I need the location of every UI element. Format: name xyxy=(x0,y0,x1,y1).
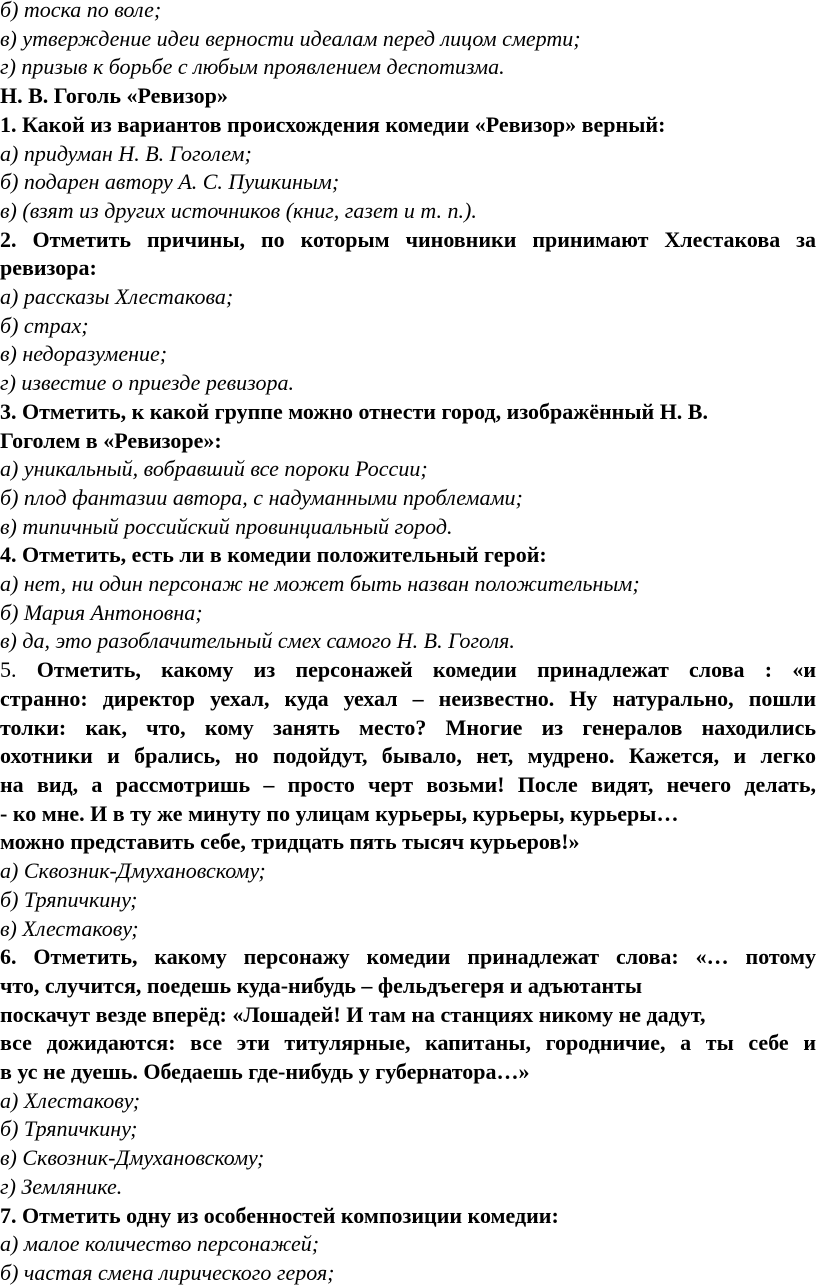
answer-option: б) страх; xyxy=(0,312,89,338)
question-text: - ко мне. И в ту же минуту по улицам курьеры, курьеры, курьеры… xyxy=(0,800,679,826)
answer-option: б) Тряпичкину; xyxy=(0,1116,138,1142)
answer-option: г) призыв к борьбе с любым проявлением деспотизма. xyxy=(0,54,505,80)
intro-answers xyxy=(0,0,816,82)
answer-option: а) придуман Н. В. Гоголем; xyxy=(0,140,252,166)
question-text: 6. Отметить, какому персонажу комедии принадлежат слова: «… потому xyxy=(0,944,816,970)
answer-option: в) Сквозник-Дмухановскому; xyxy=(0,1145,265,1171)
question-text: все дожидаются: все эти титулярные, капитаны, городничие, а ты себе и xyxy=(0,1030,816,1056)
question-text: странно: директор уехал, куда уехал – неизвестно. Ну натурально, пошли xyxy=(0,685,816,711)
question-text: 2. Отметить причины, по которым чиновники принимают Хлестакова за xyxy=(0,226,816,252)
question-text: на вид, а рассмотришь – просто черт возьми! После видят, нечего делать, xyxy=(0,771,816,797)
question-number: 5. xyxy=(0,657,17,683)
question-text: ревизора: xyxy=(0,255,97,281)
question-text: поскачут везде вперёд: «Лошадей! И там на станциях никому не дадут, xyxy=(0,1001,706,1027)
question-4 xyxy=(0,541,816,656)
question-1 xyxy=(0,111,816,226)
question-text: в ус не дуешь. Обедаешь где-нибудь у губернатора…» xyxy=(0,1059,530,1085)
answer-option: в) недоразумение; xyxy=(0,341,168,367)
question-text: толки: как, что, кому занять место? Многие из генералов находились xyxy=(0,714,816,740)
answer-option: в) да, это разоблачительный смех самого Н. В. Гоголя. xyxy=(0,628,515,654)
answer-option: г) Землянике. xyxy=(0,1173,123,1199)
question-text: 7. Отметить одну из особенностей композиции комедии: xyxy=(0,1202,559,1228)
question-2 xyxy=(0,226,816,398)
answer-option: г) известие о приезде ревизора. xyxy=(0,370,294,396)
question-text: Гоголем в «Ревизоре»: xyxy=(0,427,222,453)
answer-option: б) тоска по воле; xyxy=(0,0,162,22)
answer-option: б) подарен автору А. С. Пушкиным; xyxy=(0,169,340,195)
question-5 xyxy=(0,656,816,943)
answer-option: в) (взят из других источников (книг, газет и т. п.). xyxy=(0,197,477,223)
answer-option: а) Сквозник-Дмухановскому; xyxy=(0,858,266,884)
question-text xyxy=(0,656,816,685)
answer-option: а) нет, ни один персонаж не может быть назван положительным; xyxy=(0,571,640,597)
section-title: Н. В. Гоголь «Ревизор» xyxy=(0,83,228,109)
answer-option: в) Хлестакову; xyxy=(0,915,139,941)
answer-option: в) типичный российский провинциальный город. xyxy=(0,513,453,539)
question-text: можно представить себе, тридцать пять тысяч курьеров!» xyxy=(0,829,580,855)
answer-option: б) плод фантазии автора, с надуманными проблемами; xyxy=(0,484,523,510)
answer-option: а) рассказы Хлестакова; xyxy=(0,284,234,310)
answer-option: б) Тряпичкину; xyxy=(0,886,138,912)
question-3 xyxy=(0,398,816,542)
answer-option: б) частая смена лирического героя; xyxy=(0,1259,335,1285)
answer-option: б) Мария Антоновна; xyxy=(0,599,203,625)
answer-option: а) малое количество персонажей; xyxy=(0,1231,320,1257)
question-text: 1. Какой из вариантов происхождения комедии «Ревизор» верный: xyxy=(0,111,666,137)
answer-option: в) утверждение идеи верности идеалам перед лицом смерти; xyxy=(0,25,581,51)
question-text: 4. Отметить, есть ли в комедии положительный герой: xyxy=(0,542,547,568)
answer-option: а) Хлестакову; xyxy=(0,1087,141,1113)
question-text-rest: Отметить, какому из персонажей комедии принадлежат слова : «и xyxy=(36,657,816,683)
answer-option: а) уникальный, вобравший все пороки России; xyxy=(0,456,428,482)
question-text: охотники и брались, но подойдут, бывало, нет, мудрено. Кажется, и легко xyxy=(0,743,816,769)
question-7 xyxy=(0,1202,816,1288)
question-6 xyxy=(0,943,816,1201)
question-text: 3. Отметить, к какой группе можно отнести город, изображённый Н. В. xyxy=(0,398,708,424)
question-text: что, случится, поедешь куда-нибудь – фельдъегеря и адъютанты xyxy=(0,972,643,998)
